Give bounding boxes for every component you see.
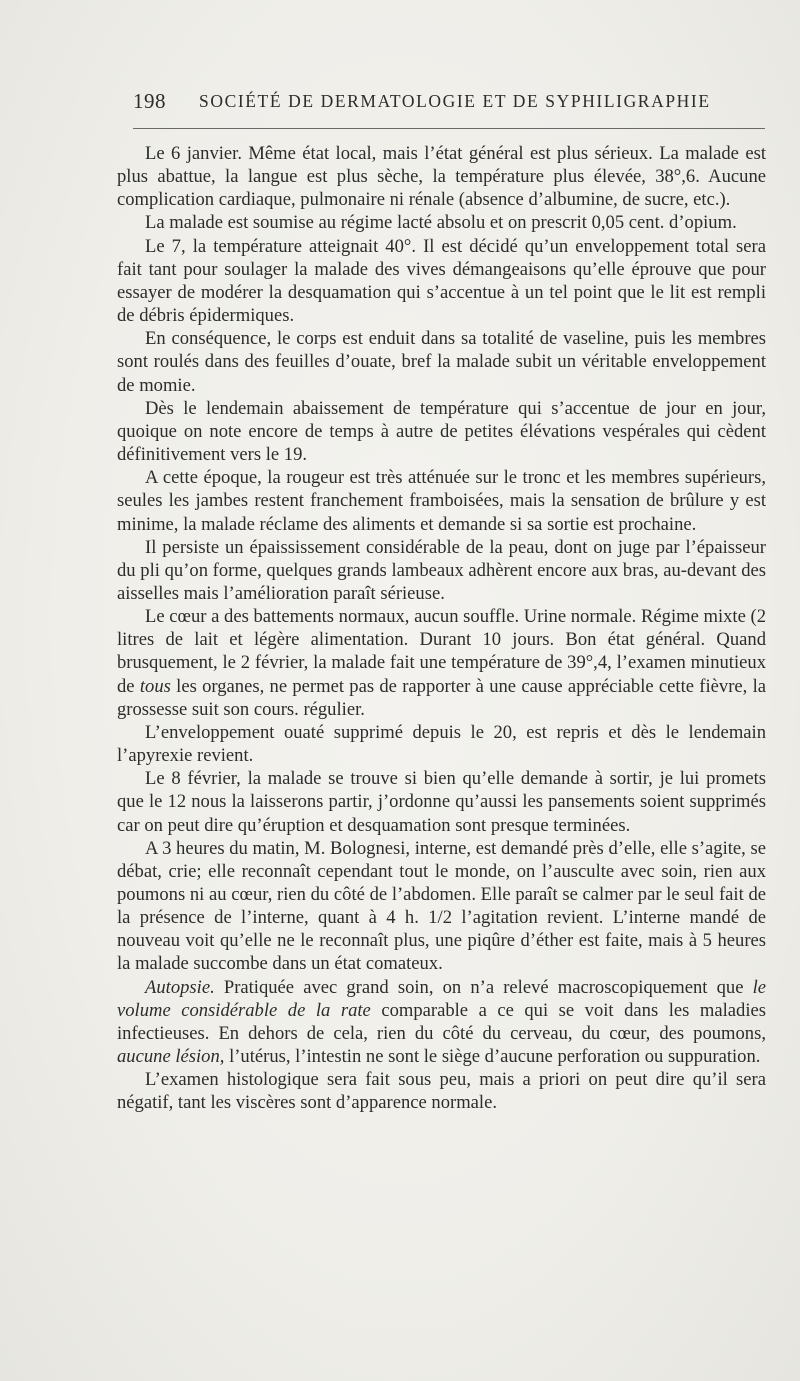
text-run: Le cœur a des battements normaux, aucun souffle. Urine normale. Régime mixte (2 litres de lait et légère alimentation. Durant 10 jours. Bon état général. Quand brusquement, le 2 février, la malade fait une température de 39°,4, l’examen minutieux de	[117, 606, 766, 697]
paragraph-regime-lacte: La malade est soumise au régime lacté absolu et on prescrit 0,05 cent. d’opium.	[145, 212, 737, 234]
italic-run: le volume considérable de la rate	[117, 976, 766, 1021]
page-number: 198	[133, 89, 166, 113]
paragraph-il-persiste: Il persiste un épaississement considérable de la peau, dont on juge par l’épaisseur du pli qu’on forme, quelques grands lambeaux adhèrent encore aux bras, au-devant des aisselles mais l’amélioration paraît sérieuse.	[117, 536, 766, 604]
text-run: les organes, ne permet pas de rapporter à une cause appréciable cette fièvre, la grossesse suit son cours. régulier.	[117, 675, 767, 720]
paragraph-a-cette-epoque: A cette époque, la rougeur est très atténuée sur le tronc et les membres supérieurs, seules les jambes restent franchement framboisées, mais la sensation de brûlure y est minime, la malade réclame des aliments et demande si sa sortie est prochaine.	[117, 467, 766, 535]
italic-run: aucune lésion	[117, 1046, 220, 1068]
paragraph-6-janvier: Le 6 janvier. Même état local, mais l’état général est plus sérieux. La malade est plus abattue, la langue est plus sèche, la température plus élevée, 38°,6. Aucune complication cardiaque, pulmonaire ni rénale (absence d’albumine, de sucre, etc.).	[117, 143, 766, 211]
page-header	[133, 89, 765, 119]
text-run: comparable a ce qui se voit dans les maladies infectieuses. En dehors de cela, rien du côté du cerveau, du cœur, des poumons,	[117, 999, 766, 1044]
paragraph-des-le-lendemain: Dès le lendemain abaissement de température qui s’accentue de jour en jour, quoique on note encore de temps à autre de petites élévations vespérales qui cèdent définitivement vers le 19.	[117, 397, 766, 466]
text-run: Pratiquée avec grand soin, on n’a relevé macroscopiquement que	[214, 976, 753, 998]
running-title: SOCIÉTÉ DE DERMATOLOGIE ET DE SYPHILIGRAPHIE	[199, 91, 711, 111]
text-run: , l’utérus, l’intestin ne sont le siège d’aucune perforation ou suppuration.	[219, 1046, 761, 1068]
paragraph-le-coeur	[117, 605, 766, 721]
paragraph-le-7: Le 7, la température atteignait 40°. Il est décidé qu’un enveloppement total sera fait tant pour soulager la malade des vives démangeaisons qu’elle éprouve que pour essayer de modérer la desquamation qui s’accentue à un tel point que le lit est rempli de débris épidermiques.	[117, 235, 766, 327]
italic-run: Autopsie.	[145, 976, 215, 998]
italic-run: tous	[139, 675, 171, 697]
paragraph-le-8-fevrier: Le 8 février, la malade se trouve si bien qu’elle demande à sortir, je lui promets que le 12 nous la laisserons partir, j’ordonne qu’aussi les pansements soient supprimés car on peut dire qu’éruption et desquamation sont presque terminées.	[117, 768, 766, 836]
body-text	[117, 142, 766, 1115]
paragraph-a-3-heures: A 3 heures du matin, M. Bolognesi, interne, est demandé près d’elle, elle s’agite, se débat, crie; elle reconnaît cependant tout le monde, on l’ausculte avec soin, rien aux poumons ni au cœur, rien du côté de l’abdomen. Elle paraît se calmer par le seul fait de la présence de l’interne, quant à 4 h. 1/2 l’agitation revient. L’interne mandé de nouveau voit qu’elle ne le reconnaît plus, une piqûre d’éther est faite, mais à 5 heures la malade succombe dans un état comateux.	[117, 837, 766, 975]
paragraph-autopsie	[117, 976, 766, 1069]
paragraph-examen-histologique: L’examen histologique sera fait sous peu, mais a priori on peut dire qu’il sera négatif, tant les viscères sont d’apparence normale.	[117, 1069, 766, 1114]
paragraph-en-consequence: En conséquence, le corps est enduit dans sa totalité de vaseline, puis les membres sont roulés dans des feuilles d’ouate, bref la malade subit un véritable enveloppement de momie.	[117, 328, 766, 396]
paragraph-enveloppement-ouate: L’enveloppement ouaté supprimé depuis le 20, est repris et dès le lendemain l’apyrexie revient.	[117, 721, 766, 767]
header-rule	[133, 128, 765, 129]
